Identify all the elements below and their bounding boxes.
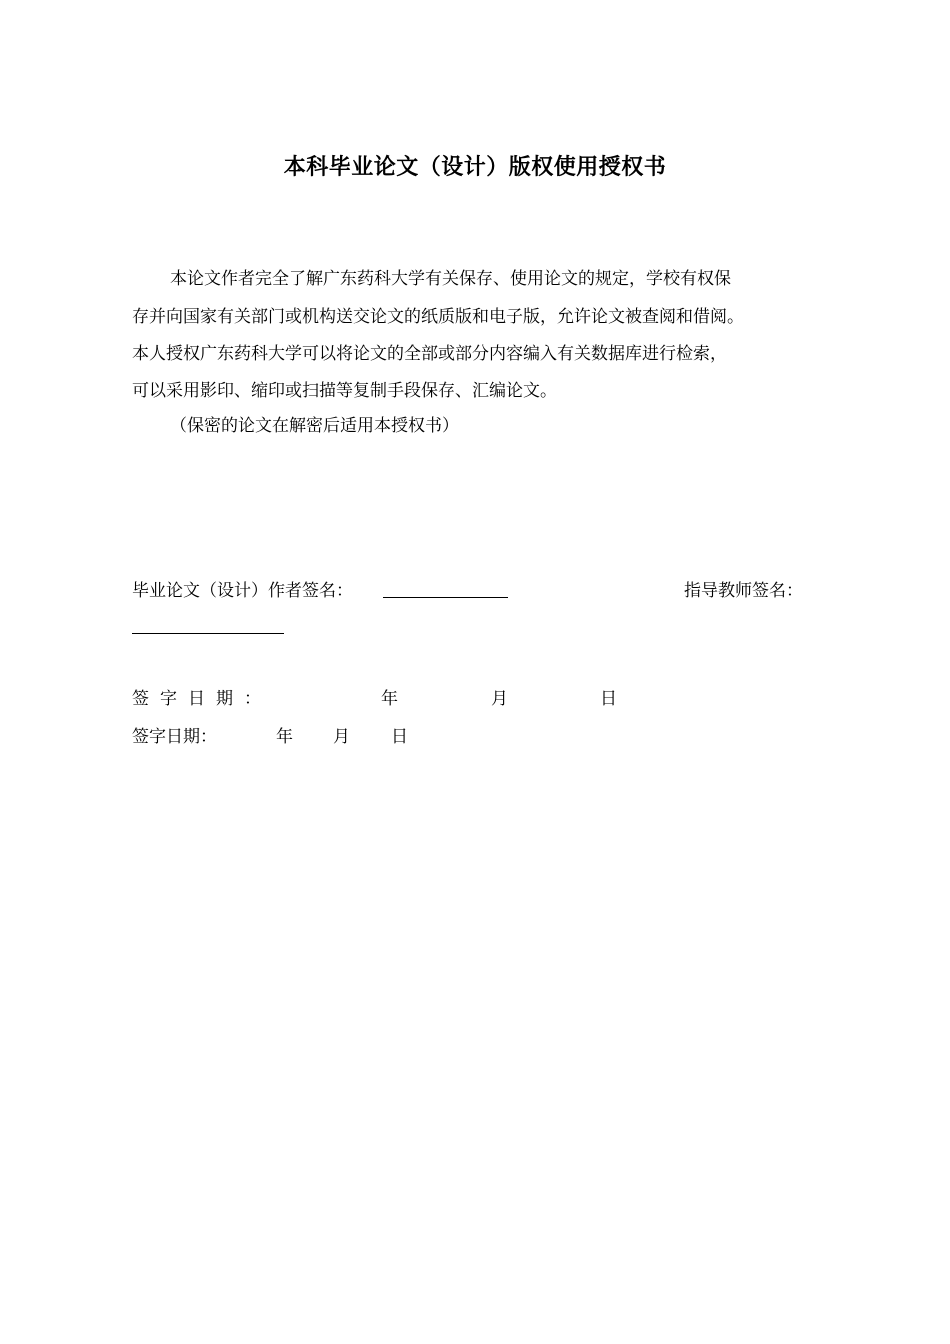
date-label-2: 签字日期： (132, 727, 217, 747)
author-signature-line[interactable] (383, 597, 508, 598)
date-month-label-2: 月 (333, 727, 350, 747)
paragraph-line-2: 存并向国家有关部门或机构送交论文的纸质版和电子版，允许论文被查阅和借阅。 (132, 307, 744, 327)
paragraph-line-1: 本论文作者完全了解广东药科大学有关保存、使用论文的规定，学校有权保 (170, 269, 731, 289)
author-signature-label: 毕业论文（设计）作者签名： (132, 581, 353, 601)
date-year-label-2: 年 (276, 727, 293, 747)
date-label-1: 签字日期： (132, 689, 272, 709)
date-month-label-1: 月 (491, 689, 508, 709)
date-day-label-2: 日 (391, 727, 408, 747)
advisor-signature-label: 指导教师签名： (684, 581, 803, 601)
paragraph-line-4: 可以采用影印、缩印或扫描等复制手段保存、汇编论文。 (132, 381, 557, 401)
advisor-signature-line[interactable] (132, 633, 284, 634)
confidential-note: （保密的论文在解密后适用本授权书） (170, 416, 459, 436)
date-day-label-1: 日 (600, 689, 617, 709)
document-title: 本科毕业论文（设计）版权使用授权书 (283, 154, 667, 180)
paragraph-line-3: 本人授权广东药科大学可以将论文的全部或部分内容编入有关数据库进行检索， (132, 344, 727, 364)
date-year-label-1: 年 (381, 689, 398, 709)
